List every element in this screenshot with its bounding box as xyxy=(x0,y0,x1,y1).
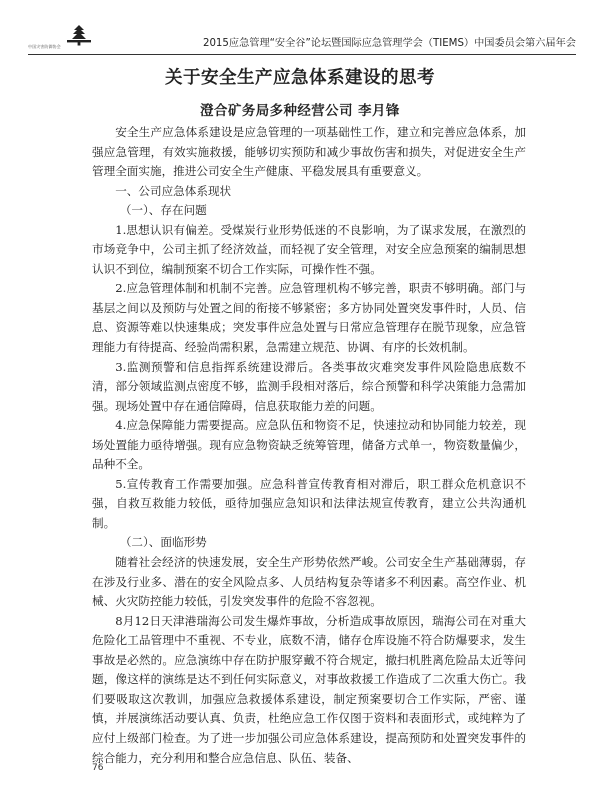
problem-paragraph: 4.应急保障能力需要提高。应急队伍和物资不足，快速拉动和协同能力较差，现场处置能力亟待增强。现有应急物资缺乏统筹管理，储备方式单一，物资数量偏少，品种不全。 xyxy=(92,418,526,472)
page-number: 76 xyxy=(92,763,104,773)
running-header xyxy=(28,24,576,55)
subsection-heading: （一）、存在问题 xyxy=(119,203,207,218)
intro-paragraph: 安全生产应急体系建设是应急管理的一项基础性工作，建立和完善应急体系，加强应急管理，有效实施救援，能够切实预防和减少事故伤害和损失，对促进安全生产管理全面实施，推进公司安全生产健康、平稳发展具有重要意义。 xyxy=(92,125,526,179)
problem-paragraph: 5.宣传教育工作需要加强。应急科普宣传教育相对滞后，职工群众危机意识不强，自救互救能力较低，亟待加强应急知识和法律法规宣传教育，建立公共沟通机制。 xyxy=(92,476,526,530)
article-body xyxy=(92,123,526,768)
situation-paragraph: 8月12日天津港瑞海公司发生爆炸事故，分析造成事故原因，瑞海公司在对重大危险化工品管理中不重视、不专业，底数不清，储存仓库设施不符合防爆要求，发生事故是必然的。应急演练中存在防护服穿戴不符合规定，撤扫机胜离危险品太近等问题，像这样的演练是达不到任何实际意义，对事故救援工作造成了二次重大伤亡。我们要吸取这次教训，加强应急救援体系建设，制定预案要切合工作实际，严密、谨慎，并展演练活动要认真、负责，杜绝应急工作仅图于资料和表面形式，或纯粹为了应付上级部门检查。为了进一步加强公司应急体系建设，提高预防和处置突发事件的综合能力，充分利用和整合应急信息、队伍、装备、 xyxy=(92,613,526,765)
problem-paragraph: 2.应急管理体制和机制不完善。应急管理机构不够完善，职责不够明确。部门与基层之间以及预防与处置之间的衔接不够紧密；多方协同处置突发事件时，人员、信息、资源等难以快速集成；突发事件应急处置与日常应急管理存在脱节现象，应急管理能力有待提高、经验尚需积累，急需建立规范、协调、有序的长效机制。 xyxy=(92,281,526,355)
article-title: 关于安全生产应急体系建设的思考 xyxy=(165,68,435,88)
conference-emblem-icon xyxy=(64,24,94,46)
problem-paragraph: 3.监测预警和信息指挥系统建设滞后。各类事故灾难突发事件风险隐患底数不清，部分领域监测点密度不够，监测手段相对落后，综合预警和科学决策能力急需加强。现场处置中存在通信障碍，信息获取能力差的问题。 xyxy=(92,359,526,413)
subsection-heading: （二）、面临形势 xyxy=(119,535,207,550)
running-title: 2015应急管理“安全谷”论坛暨国际应急管理学会（TIEMS）中国委员会第六届年会 xyxy=(202,38,576,49)
problem-paragraph: 1.思想认识有偏差。受煤炭行业形势低迷的不良影响，为了谋求发展，在激烈的市场竞争中，公司主抓了经济效益，而轻视了安全管理，对安全应急预案的编制思想认识不到位，编制预案不切合工作实际，可操作性不强。 xyxy=(92,222,526,276)
article-author: 澄合矿务局多种经营公司 李月锋 xyxy=(200,103,400,119)
situation-paragraph: 随着社会经济的快速发展，安全生产形势依然严峻。公司安全生产基础薄弱，存在涉及行业多、潜在的安全风险点多、人员结构复杂等诸多不利因素。高空作业、机械、火灾防控能力较低，引发突发事件的危险不容忽视。 xyxy=(92,555,526,609)
logo-caption: 中国灾害防御协会 xyxy=(28,44,61,49)
section-heading: 一、公司应急体系现状 xyxy=(115,183,232,198)
